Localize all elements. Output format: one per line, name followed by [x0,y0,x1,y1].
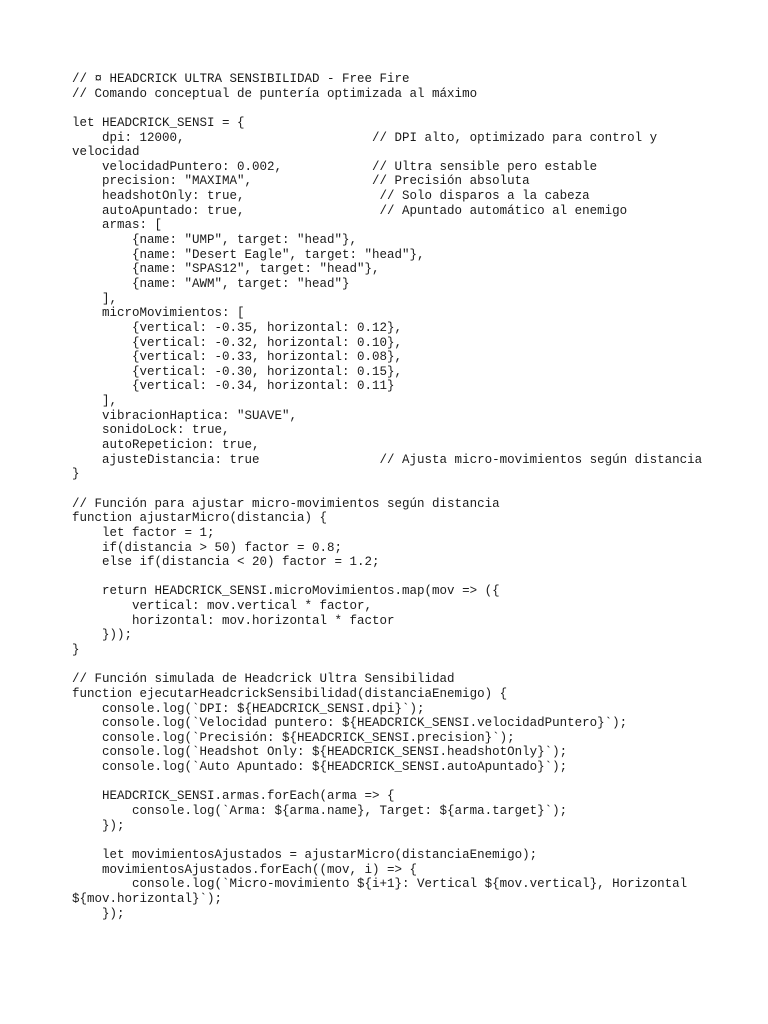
code-line: {vertical: -0.35, horizontal: 0.12}, [72,320,403,335]
code-line: precision: "MAXIMA", // Precisión absoluta [72,174,530,189]
code-line: sonidoLock: true, [72,423,230,438]
code-line: console.log(`DPI: ${HEADCRICK_SENSI.dpi}`); [72,701,425,716]
code-line: {name: "SPAS12", target: "head"}, [72,262,380,277]
code-line: ${mov.horizontal}`); [72,891,223,906]
code-line: microMovimientos: [ [72,306,245,321]
code-line: autoRepeticion: true, [72,438,260,453]
code-line: console.log(`Headshot Only: ${HEADCRICK_SENSI.headshotOnly}`); [72,745,568,760]
code-line: headshotOnly: true, // Solo disparos a la cabeza [72,189,590,204]
code-line: return HEADCRICK_SENSI.microMovimientos.map(mov => ({ [72,584,500,599]
code-line: // Función para ajustar micro-movimientos según distancia [72,496,500,511]
code-line: // ¤ HEADCRICK ULTRA SENSIBILIDAD - Free Fire [72,72,410,86]
code-line: console.log(`Arma: ${arma.name}, Target: ${arma.target}`); [72,804,568,819]
code-line: vibracionHaptica: "SUAVE", [72,408,298,423]
code-line: }); [72,818,125,833]
code-line: ], [72,291,118,306]
code-line [72,833,732,848]
code-line: velocidad [72,145,140,160]
code-line [72,101,732,116]
code-line: console.log(`Precisión: ${HEADCRICK_SENSI.precision}`); [72,730,515,745]
code-line: // Comando conceptual de puntería optimizada al máximo [72,86,478,101]
code-line: console.log(`Velocidad puntero: ${HEADCRICK_SENSI.velocidadPuntero}`); [72,716,628,731]
code-line: } [72,642,80,657]
code-line: {vertical: -0.32, horizontal: 0.10}, [72,335,403,350]
code-line: ], [72,394,118,409]
code-line: }); [72,906,125,921]
code-line: {name: "Desert Eagle", target: "head"}, [72,247,425,262]
code-line: {name: "UMP", target: "head"}, [72,233,358,248]
code-line: armas: [ [72,218,163,233]
code-line: vertical: mov.vertical * factor, [72,599,373,614]
code-line: {vertical: -0.34, horizontal: 0.11} [72,379,395,394]
code-line [72,775,732,790]
code-line [72,658,732,673]
code-line: // Función simulada de Headcrick Ultra Sensibilidad [72,672,455,687]
code-line [72,570,732,585]
code-line: let HEADCRICK_SENSI = { [72,115,245,130]
code-line: console.log(`Micro-movimiento ${i+1}: Vertical ${mov.vertical}, Horizontal [72,877,688,892]
code-line: autoApuntado: true, // Apuntado automático al enemigo [72,203,628,218]
code-line [72,482,732,497]
code-line: horizontal: mov.horizontal * factor [72,613,395,628]
code-line: console.log(`Auto Apuntado: ${HEADCRICK_SENSI.autoApuntado}`); [72,760,568,775]
code-line: })); [72,628,133,643]
code-line: let movimientosAjustados = ajustarMicro(distanciaEnemigo); [72,847,538,862]
code-line: if(distancia > 50) factor = 0.8; [72,540,343,555]
code-listing [72,72,732,921]
code-line: else if(distancia < 20) factor = 1.2; [72,555,380,570]
code-line: dpi: 12000, // DPI alto, optimizado para control y [72,130,658,145]
code-line: {vertical: -0.33, horizontal: 0.08}, [72,350,403,365]
code-line: ajusteDistancia: true // Ajusta micro-movimientos según distancia [72,452,703,467]
code-line: movimientosAjustados.forEach((mov, i) => { [72,862,418,877]
code-line: let factor = 1; [72,525,215,540]
code-line: } [72,467,80,482]
code-line: velocidadPuntero: 0.002, // Ultra sensible pero estable [72,159,598,174]
code-line: {vertical: -0.30, horizontal: 0.15}, [72,364,403,379]
code-line: HEADCRICK_SENSI.armas.forEach(arma => { [72,789,395,804]
code-line: {name: "AWM", target: "head"} [72,276,350,291]
code-line: function ajustarMicro(distancia) { [72,511,328,526]
code-line: function ejecutarHeadcrickSensibilidad(distanciaEnemigo) { [72,686,508,701]
